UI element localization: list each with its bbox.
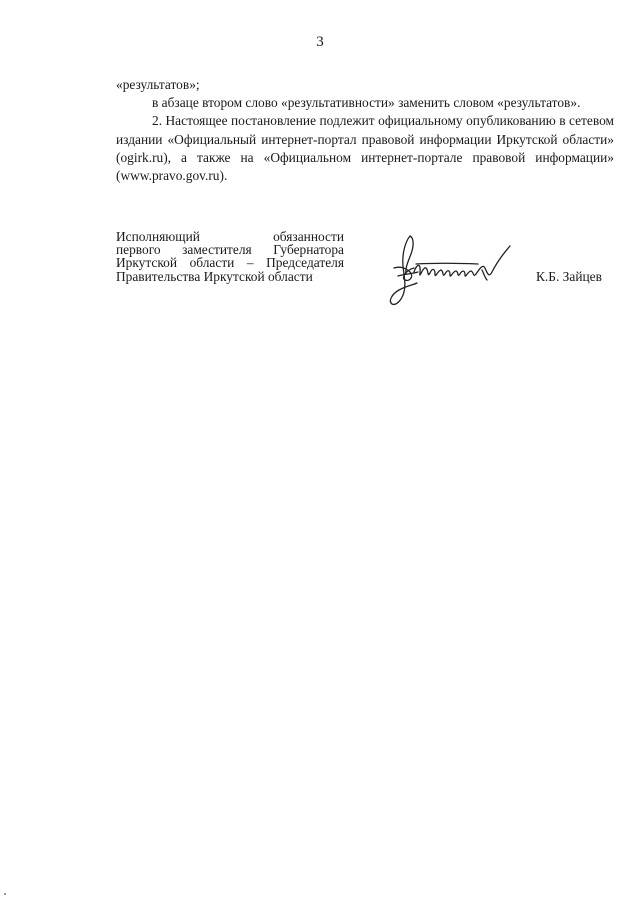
paragraph-abzac: в абзаце втором слово «результативности» заменить словом «результатов». [152, 95, 581, 111]
signer-name: К.Б. Зайцев [536, 269, 602, 284]
position-line-1: Исполняющий обязанности [116, 229, 344, 244]
position-line-2: первого заместителя Губернатора [116, 242, 344, 258]
text-line-results: «результатов»; [116, 77, 200, 92]
document-body [116, 76, 614, 185]
signatory-position [116, 230, 344, 283]
position-line-4: Правительства Иркутской области [116, 268, 313, 284]
handwritten-signature [386, 228, 520, 314]
paragraph-publication: 2. Настоящее постановление подлежит официальному опубликованию в сетевом издании «Официальный интернет-портал правовой информации Иркутской области» (ogirk.ru), а также на «Официальном интернет-портале правовой информации» (www.pravo.gov.ru). [116, 113, 614, 184]
page-number: 3 [316, 34, 324, 50]
scan-speck [4, 893, 6, 895]
position-line-3: Иркутской области – Председателя [116, 255, 344, 271]
